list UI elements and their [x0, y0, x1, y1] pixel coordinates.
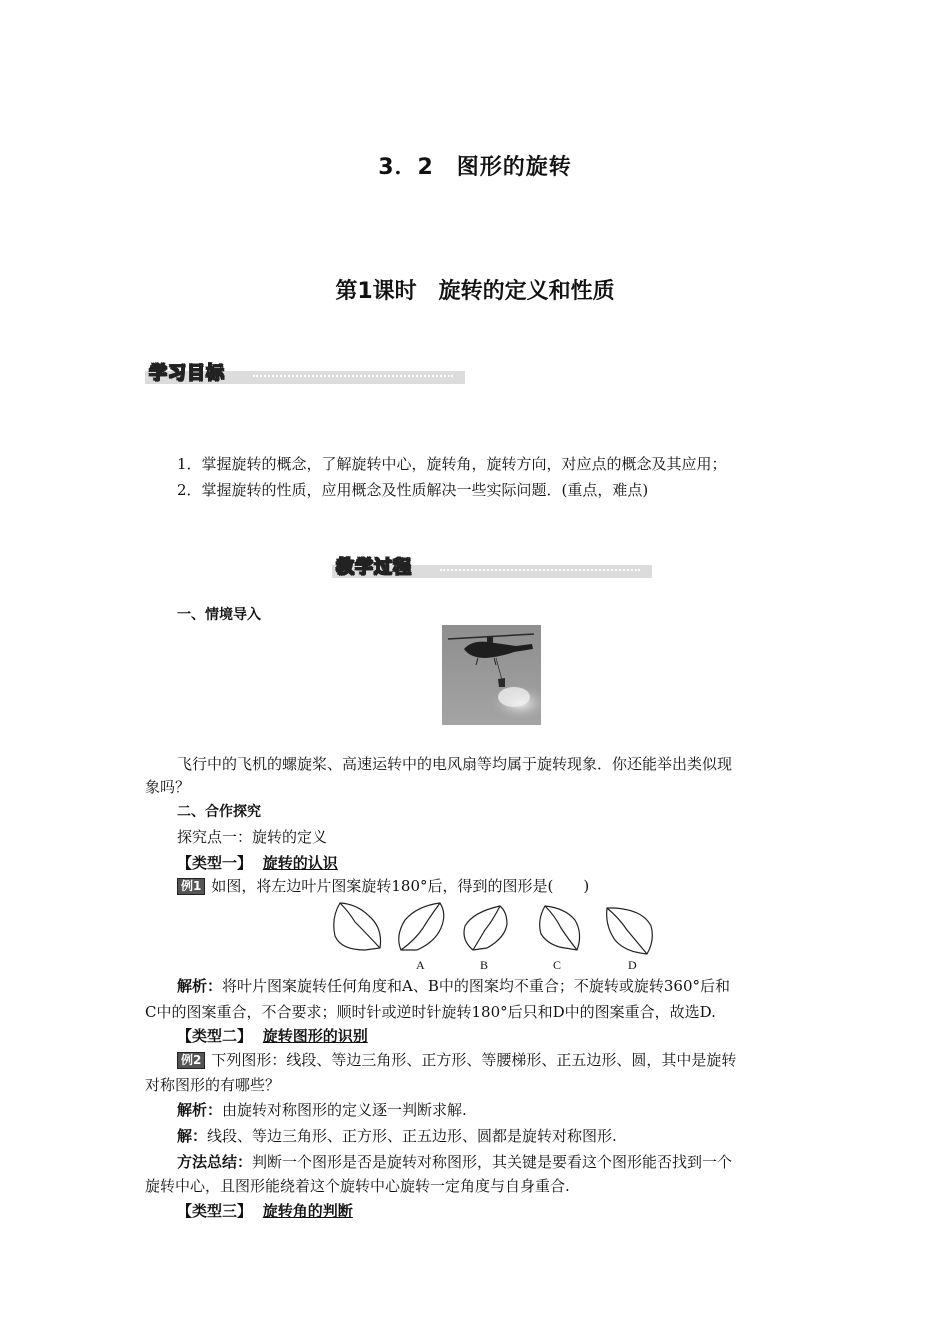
process-banner: [332, 557, 652, 578]
explore-point: 探究点一：旋转的定义: [177, 828, 328, 846]
section-heading: 二、合作探究: [177, 804, 261, 820]
option-label: B: [480, 958, 489, 972]
type-tag: 【类型三】: [177, 1202, 253, 1220]
lesson-subtitle: 第1课时 旋转的定义和性质: [335, 279, 615, 304]
analysis-text: 将叶片图案旋转任何角度和A、B中的图案均不重合；不旋转或旋转360°后和: [222, 977, 731, 995]
type-tag: 【类型一】: [177, 854, 253, 872]
analysis-text: 由旋转对称图形的定义逐一判断求解.: [222, 1101, 467, 1119]
method-summary: [177, 1150, 732, 1174]
example-1: [177, 874, 589, 898]
example-2-cont: 对称图形的有哪些？: [145, 1076, 281, 1094]
objective-item: 1．掌握旋转的概念，了解旋转中心，旋转角，旋转方向，对应点的概念及其应用；: [177, 455, 727, 473]
type-name: 旋转角的判断: [262, 1202, 353, 1220]
solution: [177, 1124, 617, 1148]
objective-item: 2．掌握旋转的性质，应用概念及性质解决一些实际问题．(重点，难点): [177, 481, 649, 499]
summary-text: 判断一个图形是否是旋转对称图形，其关键是要看这个图形能否找到一个: [252, 1153, 733, 1171]
example-text: 下列图形：线段、等边三角形、正方形、等腰梯形、正五边形、圆，其中是旋转: [211, 1051, 737, 1069]
solution-label: 解：: [177, 1127, 208, 1145]
type-name: 旋转的认识: [262, 854, 338, 872]
type-heading: [177, 1024, 368, 1048]
leaf-option-b: [464, 906, 507, 950]
objectives-banner-label: 学习目标: [149, 363, 225, 384]
method-summary-cont: 旋转中心，且图形能绕着这个旋转中心旋转一定角度与自身重合.: [145, 1177, 570, 1195]
original-leaf: [334, 903, 381, 950]
page-title: 3．2 图形的旋转: [378, 155, 572, 180]
objectives-banner: [145, 363, 465, 384]
section-heading: 一、情境导入: [177, 607, 261, 623]
type-heading: [177, 1199, 353, 1223]
intro-paragraph: 象吗？: [145, 778, 191, 796]
type-tag: 【类型二】: [177, 1027, 253, 1045]
type-heading: [177, 851, 338, 875]
analysis-label: 解析：: [177, 977, 223, 995]
helicopter-photo: [442, 625, 541, 725]
leaf-option-a: [399, 903, 444, 950]
analysis-1-cont: C中的图案重合，不合要求；顺时针或逆时针旋转180°后只和D中的图案重合，故选D.: [145, 1003, 716, 1021]
leaf-figure: [325, 898, 665, 976]
example-badge: 例2: [177, 1052, 205, 1069]
type-name: 旋转图形的识别: [262, 1027, 368, 1045]
intro-paragraph: 飞行中的飞机的螺旋桨、高速运转中的电风扇等均属于旋转现象．你还能举出类似现: [177, 755, 733, 773]
analysis-1: [177, 974, 730, 998]
leaf-option-c: [540, 906, 580, 950]
solution-text: 线段、等边三角形、正方形、正五边形、圆都是旋转对称图形.: [207, 1127, 617, 1145]
summary-label: 方法总结：: [177, 1153, 253, 1171]
example-badge: 例1: [177, 878, 205, 895]
option-label: A: [416, 958, 425, 972]
example-text: 如图，将左边叶片图案旋转180°后，得到的图形是( ): [211, 877, 590, 895]
leaf-option-d: [607, 908, 653, 954]
analysis-label: 解析：: [177, 1101, 223, 1119]
option-label: C: [553, 958, 562, 972]
process-banner-label: 教学过程: [336, 557, 412, 578]
analysis-2: [177, 1098, 467, 1122]
option-label: D: [628, 958, 637, 972]
example-2: [177, 1048, 736, 1072]
